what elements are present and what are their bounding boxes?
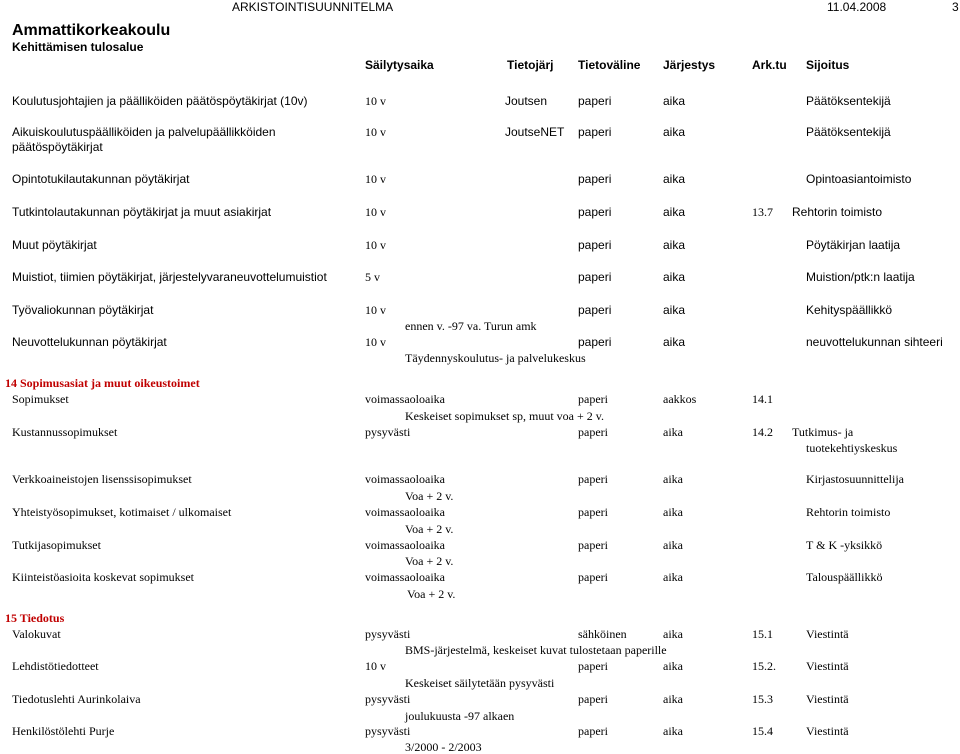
row-medium: paperi — [578, 692, 608, 706]
row-medium: paperi — [578, 659, 608, 673]
column-header-tietovaline: Tietoväline — [578, 58, 641, 72]
row-placement: Kirjastosuunnittelija — [806, 472, 904, 486]
row-name: Tutkijasopimukset — [12, 538, 101, 552]
row-medium: paperi — [578, 335, 612, 349]
row-placement: Tutkimus- ja — [792, 425, 854, 439]
row-name: Henkilöstölehti Purje — [12, 724, 115, 738]
row-time: 10 v — [365, 172, 386, 186]
row-placement-continued: tuotekehtiyskeskus — [806, 441, 898, 455]
row-note: Voa + 2 v. — [405, 489, 454, 503]
row-placement: Talouspäällikkö — [806, 570, 883, 584]
row-note: Keskeiset säilytetään pysyvästi — [405, 676, 555, 690]
row-name: Tutkintolautakunnan pöytäkirjat ja muut asiakirjat — [12, 205, 272, 219]
row-order: aika — [663, 172, 686, 186]
row-time: 5 v — [365, 270, 380, 284]
row-name: Lehdistötiedotteet — [12, 659, 99, 673]
row-medium: paperi — [578, 570, 608, 584]
row-placement: neuvottelukunnan sihteeri — [806, 335, 943, 349]
row-name: Kiinteistöasioita koskevat sopimukset — [12, 570, 194, 584]
row-order: aika — [663, 94, 686, 108]
row-note: joulukuusta -97 alkaen — [405, 709, 515, 723]
row-time: voimassaoloaika — [365, 472, 445, 486]
row-order: aika — [663, 692, 683, 706]
row-name: Opintotukilautakunnan pöytäkirjat — [12, 172, 190, 186]
row-placement: Viestintä — [806, 692, 849, 706]
row-medium: paperi — [578, 538, 608, 552]
row-order: aakkos — [663, 392, 697, 406]
row-order: aika — [663, 335, 686, 349]
row-placement: Rehtorin toimisto — [806, 505, 891, 519]
organization-name: Ammattikorkeakoulu — [12, 22, 171, 39]
row-order: aika — [663, 472, 683, 486]
row-medium: paperi — [578, 94, 612, 108]
row-time: voimassaoloaika — [365, 392, 445, 406]
row-archive-unit: 15.2. — [752, 659, 776, 673]
row-time: voimassaoloaika — [365, 538, 445, 552]
row-order: aika — [663, 538, 683, 552]
row-placement: Opintoasiantoimisto — [806, 172, 912, 186]
row-name: Työvaliokunnan pöytäkirjat — [12, 303, 154, 317]
unit-name: Kehittämisen tulosalue — [12, 40, 144, 54]
row-medium: paperi — [578, 238, 612, 252]
row-order: aika — [663, 125, 686, 139]
row-order: aika — [663, 724, 683, 738]
row-name: Neuvottelukunnan pöytäkirjat — [12, 335, 167, 349]
row-name: Valokuvat — [12, 627, 61, 641]
row-medium: paperi — [578, 472, 608, 486]
column-header-sijoitus: Sijoitus — [806, 58, 850, 72]
row-placement: Päätöksentekijä — [806, 94, 891, 108]
row-archive-unit: 15.3 — [752, 692, 773, 706]
row-medium: paperi — [578, 392, 608, 406]
row-system: Joutsen — [505, 94, 548, 108]
row-placement: Kehityspäällikkö — [806, 303, 893, 317]
row-medium: paperi — [578, 172, 612, 186]
row-name: Yhteistyösopimukset, kotimaiset / ulkomaiset — [12, 505, 232, 519]
row-time: pysyvästi — [365, 627, 411, 641]
page-number: 3 — [952, 0, 959, 14]
row-medium: paperi — [578, 724, 608, 738]
row-name: Sopimukset — [12, 392, 69, 406]
row-note: ennen v. -97 va. Turun amk — [405, 319, 537, 333]
row-order: aika — [663, 205, 686, 219]
row-medium: paperi — [578, 425, 608, 439]
row-note: 3/2000 - 2/2003 — [405, 740, 482, 754]
row-time: 10 v — [365, 125, 386, 139]
row-archive-unit: 13.7 — [752, 205, 773, 219]
row-time: pysyvästi — [365, 724, 411, 738]
row-order: aika — [663, 570, 683, 584]
row-note: Täydennyskoulutus- ja palvelukeskus — [405, 351, 586, 365]
row-name: Muistiot, tiimien pöytäkirjat, järjestelyvaraneuvottelumuistiot — [12, 270, 327, 284]
row-placement: Viestintä — [806, 724, 849, 738]
column-header-sailytysaika: Säilytysaika — [365, 58, 434, 72]
row-time: 10 v — [365, 335, 386, 349]
row-note: BMS-järjestelmä, keskeiset kuvat tulostetaan paperille — [405, 643, 667, 657]
row-medium: paperi — [578, 303, 612, 317]
row-archive-unit: 14.2 — [752, 425, 773, 439]
row-time: voimassaoloaika — [365, 505, 445, 519]
row-order: aika — [663, 303, 686, 317]
row-time: 10 v — [365, 205, 386, 219]
row-medium: paperi — [578, 125, 612, 139]
row-note: Voa + 2 v. — [405, 522, 454, 536]
row-note: Voa + 2 v. — [405, 554, 454, 568]
row-placement: T & K -yksikkö — [806, 538, 883, 552]
row-time: pysyvästi — [365, 425, 411, 439]
document-date: 11.04.2008 — [827, 0, 887, 14]
row-placement: Pöytäkirjan laatija — [806, 238, 901, 252]
row-archive-unit: 14.1 — [752, 392, 773, 406]
row-medium: paperi — [578, 205, 612, 219]
row-name: Koulutusjohtajien ja päälliköiden päätöspöytäkirjat (10v) — [12, 94, 308, 108]
row-placement: Viestintä — [806, 627, 849, 641]
document-title: ARKISTOINTISUUNNITELMA — [232, 0, 394, 14]
row-system: JoutseNET — [505, 125, 565, 139]
row-name: Verkkoaineistojen lisenssisopimukset — [12, 472, 192, 486]
row-name: Tiedotuslehti Aurinkolaiva — [12, 692, 141, 706]
row-order: aika — [663, 659, 683, 673]
row-placement: Viestintä — [806, 659, 849, 673]
row-time: voimassaoloaika — [365, 570, 445, 584]
row-medium: paperi — [578, 505, 608, 519]
row-archive-unit: 15.4 — [752, 724, 773, 738]
column-header-jarjestys: Järjestys — [663, 58, 716, 72]
row-order: aika — [663, 270, 686, 284]
row-time: 10 v — [365, 94, 386, 108]
row-name: Kustannussopimukset — [12, 425, 118, 439]
section-15-title: 15 Tiedotus — [5, 611, 65, 625]
row-time: 10 v — [365, 659, 386, 673]
column-header-arktu: Ark.tu — [752, 58, 787, 72]
row-order: aika — [663, 425, 683, 439]
row-archive-unit: 15.1 — [752, 627, 773, 641]
row-name-continued: päätöspöytäkirjat — [12, 140, 103, 154]
row-note: Keskeiset sopimukset sp, muut voa + 2 v. — [405, 409, 604, 423]
section-14-title: 14 Sopimusasiat ja muut oikeustoimet — [5, 376, 200, 390]
row-name: Muut pöytäkirjat — [12, 238, 97, 252]
row-order: aika — [663, 627, 683, 641]
row-medium: paperi — [578, 270, 612, 284]
row-name: Aikuiskoulutuspäälliköiden ja palvelupäällikköiden — [12, 125, 276, 139]
row-placement: Muistion/ptk:n laatija — [806, 270, 915, 284]
row-order: aika — [663, 505, 683, 519]
row-order: aika — [663, 238, 686, 252]
row-medium: sähköinen — [578, 627, 627, 641]
row-placement: Rehtorin toimisto — [792, 205, 883, 219]
row-placement: Päätöksentekijä — [806, 125, 891, 139]
row-note: Voa + 2 v. — [407, 587, 456, 601]
row-time: 10 v — [365, 303, 386, 317]
row-time: pysyvästi — [365, 692, 411, 706]
row-time: 10 v — [365, 238, 386, 252]
column-header-tietojarj: Tietojärj — [507, 58, 554, 72]
